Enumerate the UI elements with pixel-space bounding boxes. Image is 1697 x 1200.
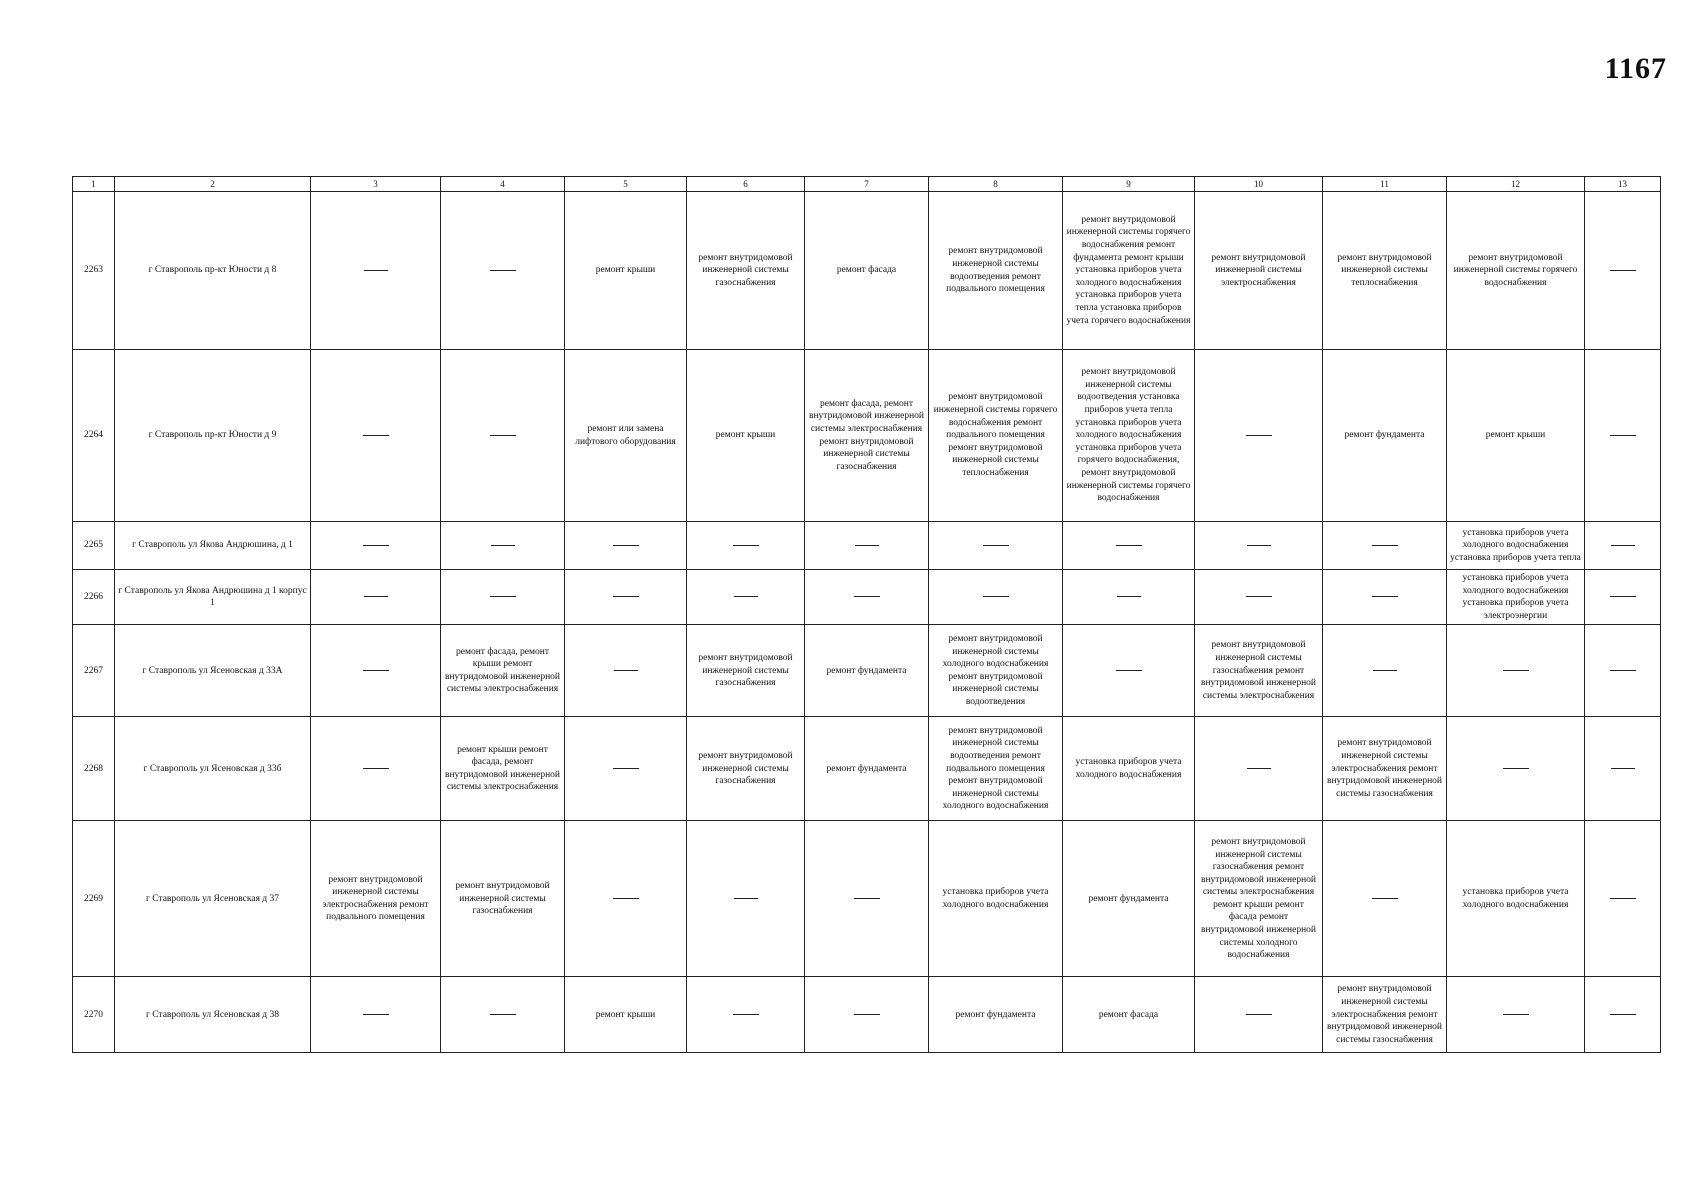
- empty-cell: [805, 570, 929, 625]
- dash-mark: [1610, 270, 1636, 271]
- address-cell: г Ставрополь ул Якова Андрюшина д 1 корпус 1: [115, 570, 311, 625]
- address-cell: г Ставрополь пр-кт Юности д 9: [115, 350, 311, 522]
- column-number: 1: [73, 177, 115, 192]
- empty-cell: [311, 350, 441, 522]
- table-row: [73, 522, 1661, 570]
- dash-mark: [1503, 1014, 1529, 1015]
- dash-mark: [363, 545, 389, 546]
- work-cell: ремонт внутридомовой инженерной системы газоснабжения: [687, 192, 805, 350]
- empty-cell: [687, 570, 805, 625]
- dash-mark: [364, 270, 388, 271]
- dash-mark: [363, 768, 389, 769]
- work-cell: ремонт внутридомовой инженерной системы электроснабжения ремонт внутридомовой инженерной системы газоснабжения: [1323, 717, 1447, 821]
- table-row: [73, 625, 1661, 717]
- empty-cell: [1585, 717, 1661, 821]
- dash-mark: [364, 596, 388, 597]
- empty-cell: [1585, 625, 1661, 717]
- row-number: 2263: [73, 192, 115, 350]
- empty-cell: [1195, 350, 1323, 522]
- dash-mark: [1116, 545, 1142, 546]
- row-number: 2266: [73, 570, 115, 625]
- work-cell: ремонт внутридомовой инженерной системы газоснабжения: [441, 821, 565, 977]
- dash-mark: [363, 1014, 389, 1015]
- work-cell: ремонт крыши: [687, 350, 805, 522]
- address-cell: г Ставрополь ул Ясеновская д 38: [115, 977, 311, 1053]
- dash-mark: [1611, 545, 1635, 546]
- work-cell: ремонт внутридомовой инженерной системы горячего водоснабжения: [1447, 192, 1585, 350]
- dash-mark: [734, 898, 758, 899]
- work-cell: ремонт фундамента: [1323, 350, 1447, 522]
- empty-cell: [1585, 350, 1661, 522]
- address-cell: г Ставрополь ул Ясеновская д 37: [115, 821, 311, 977]
- work-cell: ремонт фасада: [1063, 977, 1195, 1053]
- dash-mark: [1372, 545, 1398, 546]
- dash-mark: [983, 545, 1009, 546]
- work-cell: ремонт внутридомовой инженерной системы электроснабжения: [1195, 192, 1323, 350]
- dash-mark: [613, 545, 639, 546]
- empty-cell: [929, 570, 1063, 625]
- dash-mark: [734, 596, 758, 597]
- work-cell: ремонт фасада, ремонт внутридомовой инженерной системы электроснабжения ремонт внутридомовой инженерной системы газоснабжения: [805, 350, 929, 522]
- column-number: 10: [1195, 177, 1323, 192]
- dash-mark: [855, 545, 879, 546]
- table-row: [73, 821, 1661, 977]
- dash-mark: [1246, 1014, 1272, 1015]
- empty-cell: [441, 192, 565, 350]
- empty-cell: [1585, 192, 1661, 350]
- work-cell: ремонт фундамента: [929, 977, 1063, 1053]
- work-cell: ремонт внутридомовой инженерной системы газоснабжения ремонт внутридомовой инженерной системы электроснабжения: [1195, 625, 1323, 717]
- empty-cell: [441, 350, 565, 522]
- dash-mark: [613, 768, 639, 769]
- work-cell: ремонт фасада: [805, 192, 929, 350]
- dash-mark: [614, 670, 638, 671]
- work-cell: ремонт фасада, ремонт крыши ремонт внутридомовой инженерной системы электроснабжения: [441, 625, 565, 717]
- repair-register-table: [72, 176, 1661, 1053]
- work-cell: ремонт фундамента: [1063, 821, 1195, 977]
- dash-mark: [1610, 670, 1636, 671]
- dash-mark: [1373, 670, 1397, 671]
- empty-cell: [441, 977, 565, 1053]
- address-cell: г Ставрополь ул Ясеновская д 33б: [115, 717, 311, 821]
- empty-cell: [441, 522, 565, 570]
- address-cell: г Ставрополь пр-кт Юности д 8: [115, 192, 311, 350]
- empty-cell: [311, 717, 441, 821]
- empty-cell: [687, 522, 805, 570]
- empty-cell: [311, 570, 441, 625]
- empty-cell: [1323, 570, 1447, 625]
- empty-cell: [1585, 977, 1661, 1053]
- row-number: 2264: [73, 350, 115, 522]
- row-number: 2267: [73, 625, 115, 717]
- empty-cell: [1447, 717, 1585, 821]
- dash-mark: [1610, 596, 1636, 597]
- empty-cell: [1063, 522, 1195, 570]
- dash-mark: [1247, 545, 1271, 546]
- row-number: 2268: [73, 717, 115, 821]
- table-row: [73, 350, 1661, 522]
- work-cell: ремонт или замена лифтового оборудования: [565, 350, 687, 522]
- row-number: 2270: [73, 977, 115, 1053]
- dash-mark: [854, 898, 880, 899]
- work-cell: ремонт внутридомовой инженерной системы газоснабжения: [687, 625, 805, 717]
- column-number: 13: [1585, 177, 1661, 192]
- work-cell: ремонт внутридомовой инженерной системы электроснабжения ремонт внутридомовой инженерной системы газоснабжения: [1323, 977, 1447, 1053]
- work-cell: ремонт фундамента: [805, 625, 929, 717]
- dash-mark: [1611, 768, 1635, 769]
- empty-cell: [441, 570, 565, 625]
- empty-cell: [1585, 821, 1661, 977]
- empty-cell: [1447, 977, 1585, 1053]
- column-number-row: [73, 177, 1661, 192]
- column-number: 12: [1447, 177, 1585, 192]
- dash-mark: [491, 545, 515, 546]
- dash-mark: [1246, 596, 1272, 597]
- empty-cell: [929, 522, 1063, 570]
- work-cell: ремонт внутридомовой инженерной системы водоотведения установка приборов учета тепла установка приборов учета холодного водоснабжения установка приборов учета горячего водоснабжения, ремонт внутридомовой инженерной системы горячего водоснабжения: [1063, 350, 1195, 522]
- dash-mark: [1116, 670, 1142, 671]
- empty-cell: [1323, 821, 1447, 977]
- work-cell: ремонт внутридомовой инженерной системы теплоснабжения: [1323, 192, 1447, 350]
- dash-mark: [490, 435, 516, 436]
- row-number: 2269: [73, 821, 115, 977]
- empty-cell: [565, 522, 687, 570]
- empty-cell: [1063, 570, 1195, 625]
- table-row: [73, 717, 1661, 821]
- dash-mark: [733, 1014, 759, 1015]
- empty-cell: [1195, 570, 1323, 625]
- work-cell: установка приборов учета холодного водоснабжения установка приборов учета электроэнергии: [1447, 570, 1585, 625]
- column-number: 5: [565, 177, 687, 192]
- empty-cell: [311, 192, 441, 350]
- row-number: 2265: [73, 522, 115, 570]
- column-number: 8: [929, 177, 1063, 192]
- dash-mark: [1610, 435, 1636, 436]
- dash-mark: [1117, 596, 1141, 597]
- dash-mark: [363, 670, 389, 671]
- dash-mark: [490, 270, 516, 271]
- empty-cell: [1323, 522, 1447, 570]
- dash-mark: [1372, 898, 1398, 899]
- empty-cell: [565, 625, 687, 717]
- empty-cell: [805, 522, 929, 570]
- column-number: 9: [1063, 177, 1195, 192]
- dash-mark: [1503, 670, 1529, 671]
- work-cell: ремонт крыши ремонт фасада, ремонт внутридомовой инженерной системы электроснабжения: [441, 717, 565, 821]
- empty-cell: [1063, 625, 1195, 717]
- work-cell: ремонт крыши: [565, 192, 687, 350]
- work-cell: установка приборов учета холодного водоснабжения: [1447, 821, 1585, 977]
- column-number: 6: [687, 177, 805, 192]
- dash-mark: [613, 898, 639, 899]
- empty-cell: [1323, 625, 1447, 717]
- empty-cell: [311, 977, 441, 1053]
- empty-cell: [311, 625, 441, 717]
- dash-mark: [490, 596, 516, 597]
- work-cell: ремонт крыши: [1447, 350, 1585, 522]
- work-cell: установка приборов учета холодного водоснабжения: [1063, 717, 1195, 821]
- column-number: 3: [311, 177, 441, 192]
- page-number: 1167: [1604, 52, 1667, 85]
- column-number: 4: [441, 177, 565, 192]
- work-cell: ремонт внутридомовой инженерной системы горячего водоснабжения ремонт подвального помещения ремонт внутридомовой инженерной системы теплоснабжения: [929, 350, 1063, 522]
- dash-mark: [1610, 1014, 1636, 1015]
- empty-cell: [1585, 522, 1661, 570]
- empty-cell: [687, 821, 805, 977]
- table-row: [73, 977, 1661, 1053]
- work-cell: установка приборов учета холодного водоснабжения: [929, 821, 1063, 977]
- column-number: 2: [115, 177, 311, 192]
- work-cell: ремонт внутридомовой инженерной системы газоснабжения ремонт внутридомовой инженерной системы электроснабжения ремонт крыши ремонт фасада ремонт внутридомовой инженерной системы холодного водоснабжения: [1195, 821, 1323, 977]
- dash-mark: [363, 435, 389, 436]
- work-cell: ремонт внутридомовой инженерной системы электроснабжения ремонт подвального помещения: [311, 821, 441, 977]
- dash-mark: [854, 1014, 880, 1015]
- dash-mark: [1610, 898, 1636, 899]
- dash-mark: [733, 545, 759, 546]
- empty-cell: [1195, 522, 1323, 570]
- empty-cell: [805, 977, 929, 1053]
- dash-mark: [1246, 435, 1272, 436]
- dash-mark: [1247, 768, 1271, 769]
- empty-cell: [1585, 570, 1661, 625]
- work-cell: ремонт внутридомовой инженерной системы горячего водоснабжения ремонт фундамента ремонт крыши установка приборов учета холодного водоснабжения установка приборов учета тепла установка приборов учета горячего водоснабжения: [1063, 192, 1195, 350]
- work-cell: установка приборов учета холодного водоснабжения установка приборов учета тепла: [1447, 522, 1585, 570]
- column-number: 11: [1323, 177, 1447, 192]
- dash-mark: [983, 596, 1009, 597]
- dash-mark: [854, 596, 880, 597]
- empty-cell: [565, 717, 687, 821]
- empty-cell: [1195, 717, 1323, 821]
- address-cell: г Ставрополь ул Якова Андрюшина, д 1: [115, 522, 311, 570]
- table-body: [73, 192, 1661, 1053]
- empty-cell: [1447, 625, 1585, 717]
- table-row: [73, 570, 1661, 625]
- dash-mark: [490, 1014, 516, 1015]
- dash-mark: [613, 596, 639, 597]
- column-number: 7: [805, 177, 929, 192]
- table-row: [73, 192, 1661, 350]
- empty-cell: [1195, 977, 1323, 1053]
- address-cell: г Ставрополь ул Ясеновская д 33А: [115, 625, 311, 717]
- work-cell: ремонт внутридомовой инженерной системы водоотведения ремонт подвального помещения ремонт внутридомовой инженерной системы холодного водоснабжения: [929, 717, 1063, 821]
- work-cell: ремонт фундамента: [805, 717, 929, 821]
- work-cell: ремонт внутридомовой инженерной системы газоснабжения: [687, 717, 805, 821]
- dash-mark: [1372, 596, 1398, 597]
- empty-cell: [565, 821, 687, 977]
- empty-cell: [687, 977, 805, 1053]
- work-cell: ремонт крыши: [565, 977, 687, 1053]
- empty-cell: [565, 570, 687, 625]
- empty-cell: [805, 821, 929, 977]
- empty-cell: [311, 522, 441, 570]
- dash-mark: [1503, 768, 1529, 769]
- work-cell: ремонт внутридомовой инженерной системы водоотведения ремонт подвального помещения: [929, 192, 1063, 350]
- work-cell: ремонт внутридомовой инженерной системы холодного водоснабжения ремонт внутридомовой инженерной системы водоотведения: [929, 625, 1063, 717]
